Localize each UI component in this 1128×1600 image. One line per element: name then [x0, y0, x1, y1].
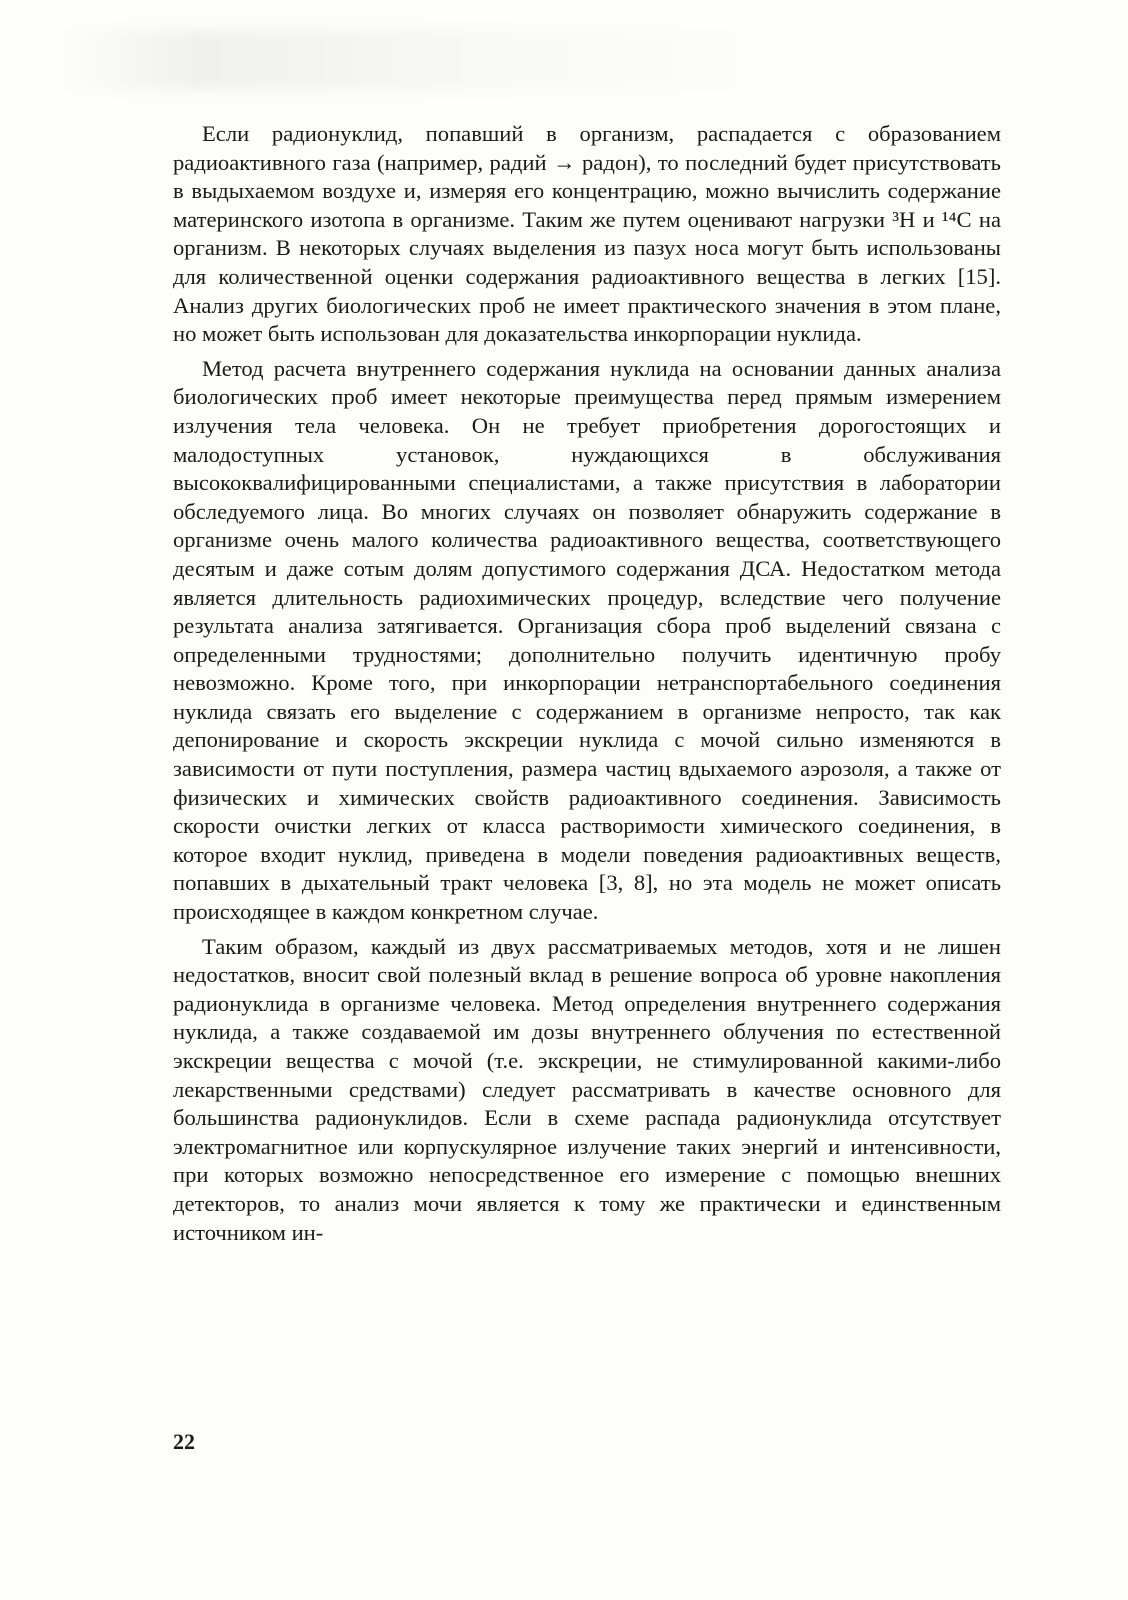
- body-text: [173, 120, 1001, 1247]
- scan-artifact: [60, 30, 760, 90]
- paragraph-1: Если радионуклид, попавший в организм, распадается с образованием радиоактивного газа (например, радий → радон), то последний будет присутствовать в выдыхаемом воздухе и, измеряя его концентрацию, можно вычислить содержание материнского изотопа в организме. Таким же путем оценивают нагрузки ³H и ¹⁴C на организм. В некоторых случаях выделения из пазух носа могут быть использованы для количественной оценки содержания радиоактивного вещества в легких [15]. Анализ других биологических проб не имеет практического значения в этом плане, но может быть использован для доказательства инкорпорации нуклида.: [173, 121, 1001, 347]
- paragraph-2: Метод расчета внутреннего содержания нуклида на основании данных анализа биологических проб имеет некоторые преимущества перед прямым измерением излучения тела человека. Он не требует приобретения дорогостоящих и малодоступных установок, нуждающихся в обслуживания высококвалифицированными специалистами, а также присутствия в лаборатории обследуемого лица. Во многих случаях он позволяет обнаружить содержание в организме очень малого количества радиоактивного вещества, соответствующего десятым и даже сотым долям допустимого содержания ДСА. Недостатком метода является длительность радиохимических процедур, вследствие чего получение результата анализа затягивается. Организация сбора проб выделений связана с определенными трудностями; дополнительно получить идентичную пробу невозможно. Кроме того, при инкорпорации нетранспортабельного соединения нуклида связать его выделение с содержанием в организме непросто, так как депонирование и скорость экскреции нуклида с мочой сильно изменяются в зависимости от пути поступления, размера частиц вдыхаемого аэрозоля, а также от физических и химических свойств радиоактивного соединения. Зависимость скорости очистки легких от класса растворимости химического соединения, в которое входит нуклид, приведена в модели поведения радиоактивных веществ, попавших в дыхательный тракт человека [3, 8], но эта модель не может описать происходящее в каждом конкретном случае.: [173, 355, 1001, 925]
- page-number: 22: [173, 1429, 195, 1454]
- paragraph-3: Таким образом, каждый из двух рассматриваемых методов, хотя и не лишен недостатков, вносит свой полезный вклад в решение вопроса об уровне накопления радионуклида в организме человека. Метод определения внутреннего содержания нуклида, а также создаваемой им дозы внутреннего облучения по естественной экскреции вещества с мочой (т.е. экскреции, не стимулированной какими-либо лекарственными средствами) следует рассматривать в качестве основного для большинства радионуклидов. Если в схеме распада радионуклида отсутствует электромагнитное или корпускулярное излучение таких энергий и интенсивности, при которых возможно непосредственное его измерение с помощью внешних детекторов, то анализ мочи является к тому же практически и единственным источником ин-: [173, 933, 1001, 1245]
